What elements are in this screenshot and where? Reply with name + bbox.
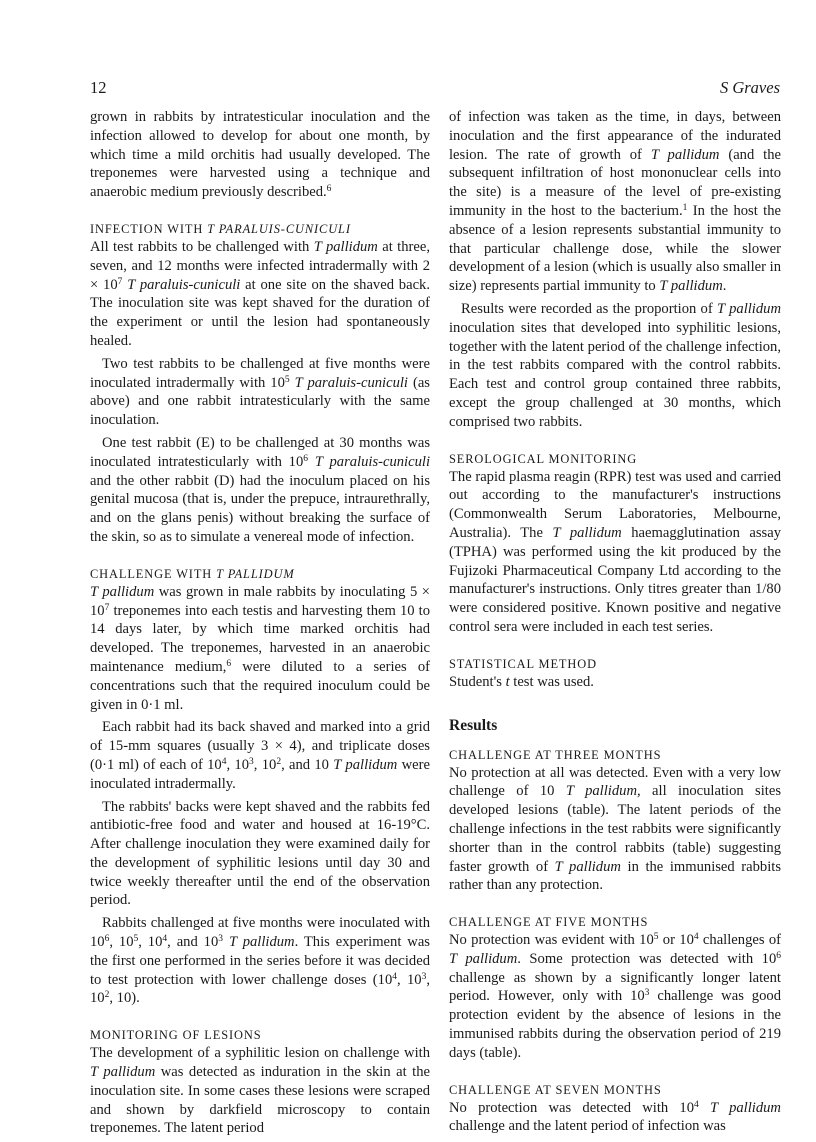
section-heading-seven-months: CHALLENGE AT SEVEN MONTHS [449,1082,662,1097]
section-heading-monitoring: MONITORING OF LESIONS [90,1028,262,1043]
section-heading-statistical: STATISTICAL METHOD [449,656,597,671]
page-header [90,78,780,102]
seven-months-paragraph: No protection was detected with $10^4$ T pallidum challenge and the latent period of infection was [449,1099,781,1135]
section-heading-infection: INFECTION WITH T PARALUIS-CUNICULI [90,221,351,236]
serological-paragraph: The rapid plasma reagin (RPR) test was used and carried out according to the manufacturer's instructions (Commonwealth Serum Laboratories, Melbourne, Australia). The T pallidum haemagglutination assay (TPHA) was performed using the kit produced by the Fujizoki Pharmaceutical Company Ltd according to the manufacturer's instructions. Only titres greater than 1/80 were considered positive. Known positive and negative control sera were included in each test series. [449,468,781,635]
monitoring-paragraph-1: The development of a syphilitic lesion on challenge with T pallidum was detected as induration in the skin at the inoculation site. In some cases these lesions were scraped and shown by darkfield microscopy to contain treponemes. The latent period [90,1045,430,1137]
section-heading-serological: SEROLOGICAL MONITORING [449,451,638,466]
monitoring-paragraph-continued: of infection was taken as the time, in days, between inoculation and the first appearance of the indurated lesion. The rate of growth of T pallidum (and the subsequent infiltration of host mononuclear cells into the site) is a measure of the level of pre-existing immunity in the host to the bacterium.$^1$ In the host the absence of a lesion represents substantial immunity to that particular challenge dose, while the slower development of a lesion (which is usually also smaller in size) represents partial immunity to T pallidum. [449,109,781,295]
infection-paragraph-3: One test rabbit (E) to be challenged at 30 months was inoculated intratesticularly with $10^6$ T paraluis-cuniculi and the other rabbit (D) had the inoculum placed on his genital mucosa (that is, under the prepuce, intraurethrally, and on the glans penis) without breaking the surface of the skin, so as to simulate a venereal mode of infection. [90,434,430,545]
running-head: S Graves [719,78,780,97]
three-months-paragraph: No protection at all was detected. Even with a very low challenge of 10 T pallidum, all inoculation sites developed lesions (table). The latent periods of the challenge infections in the test rabbits were significantly shorter than in the control rabbits (table) suggesting faster growth of T pallidum in the immunised rabbits rather than any protection. [449,764,782,894]
challenge-paragraph-2: Each rabbit had its back shaved and marked into a grid of 15-mm squares (usually 3 × 4), and triplicate doses (0·1 ml) of each of $10^4$, $10^3$, $10^2$, and 10 T pallidum were inoculated intradermally. [90,719,430,792]
section-heading-five-months: CHALLENGE AT FIVE MONTHS [449,915,649,930]
infection-paragraph-1: All test rabbits to be challenged with T pallidum at three, seven, and 12 months were infected intradermally with $2 \times 10^7$ T paraluis-cuniculi at one site on the shaved back. The inoculation site was kept shaved for the duration of the experiment or until the lesion had spontaneously healed. [90,238,430,349]
section-heading-three-months: CHALLENGE AT THREE MONTHS [449,747,662,762]
results-heading: Results [449,716,498,734]
statistical-paragraph: Student's t test was used. [449,673,594,690]
challenge-paragraph-4: Rabbits challenged at five months were inoculated with $10^6$, $10^5$, $10^4$, and $10^3$ T pallidum. This experiment was the first one performed in the series before it was decided to test protection with lower challenge doses ($10^4$, $10^3$, $10^2$, 10). [90,915,431,1007]
five-months-paragraph: No protection was evident with $10^5$ or $10^4$ challenges of T pallidum. Some protection was detected with $10^6$ challenge as shown by a significantly longer latent period. However, only with $10^3$ challenge was good protection evident by the absence of lesions in the immunised rabbits during the observation period of 219 days (table). [449,932,781,1061]
challenge-paragraph-1: T pallidum was grown in male rabbits by inoculating $5 \times 10^7$ treponemes into each testis and harvesting them 10 to 14 days later, by which time marked orchitis had developed. The treponemes, harvested in an anaerobic maintenance medium,$^6$ were diluted to a series of concentrations such that the required inoculum could be given in 0·1 ml. [90,583,430,713]
section-heading-challenge: CHALLENGE WITH T PALLIDUM [90,566,295,581]
right-column [449,108,781,1136]
infection-paragraph-2: Two test rabbits to be challenged at five months were inoculated intradermally with $10^5$ T paraluis-cuniculi (as above) and one rabbit intratesticularly with the same inoculation. [90,355,430,429]
intro-paragraph: grown in rabbits by intratesticular inoculation and the infection allowed to develop for about one month, by which time a mild orchitis had usually developed. The treponemes were harvested using a technique and anaerobic medium previously described.$^6$ [90,109,430,201]
left-column [90,108,430,1138]
monitoring-paragraph-2: Results were recorded as the proportion of T pallidum inoculation sites that developed into syphilitic lesions, together with the latent period of the challenge infection, in the test rabbits compared with the control rabbits. Each test and control group contained three rabbits, except the group challenged at 30 months, which comprised two rabbits. [449,300,781,430]
challenge-paragraph-3: The rabbits' backs were kept shaved and the rabbits fed antibiotic-free food and water and housed at 16-19°C. After challenge inoculation they were examined daily for the development of syphilitic lesions until day 30 and twice weekly thereafter until the end of the observation period. [90,798,430,909]
page-number: 12 [90,78,107,97]
